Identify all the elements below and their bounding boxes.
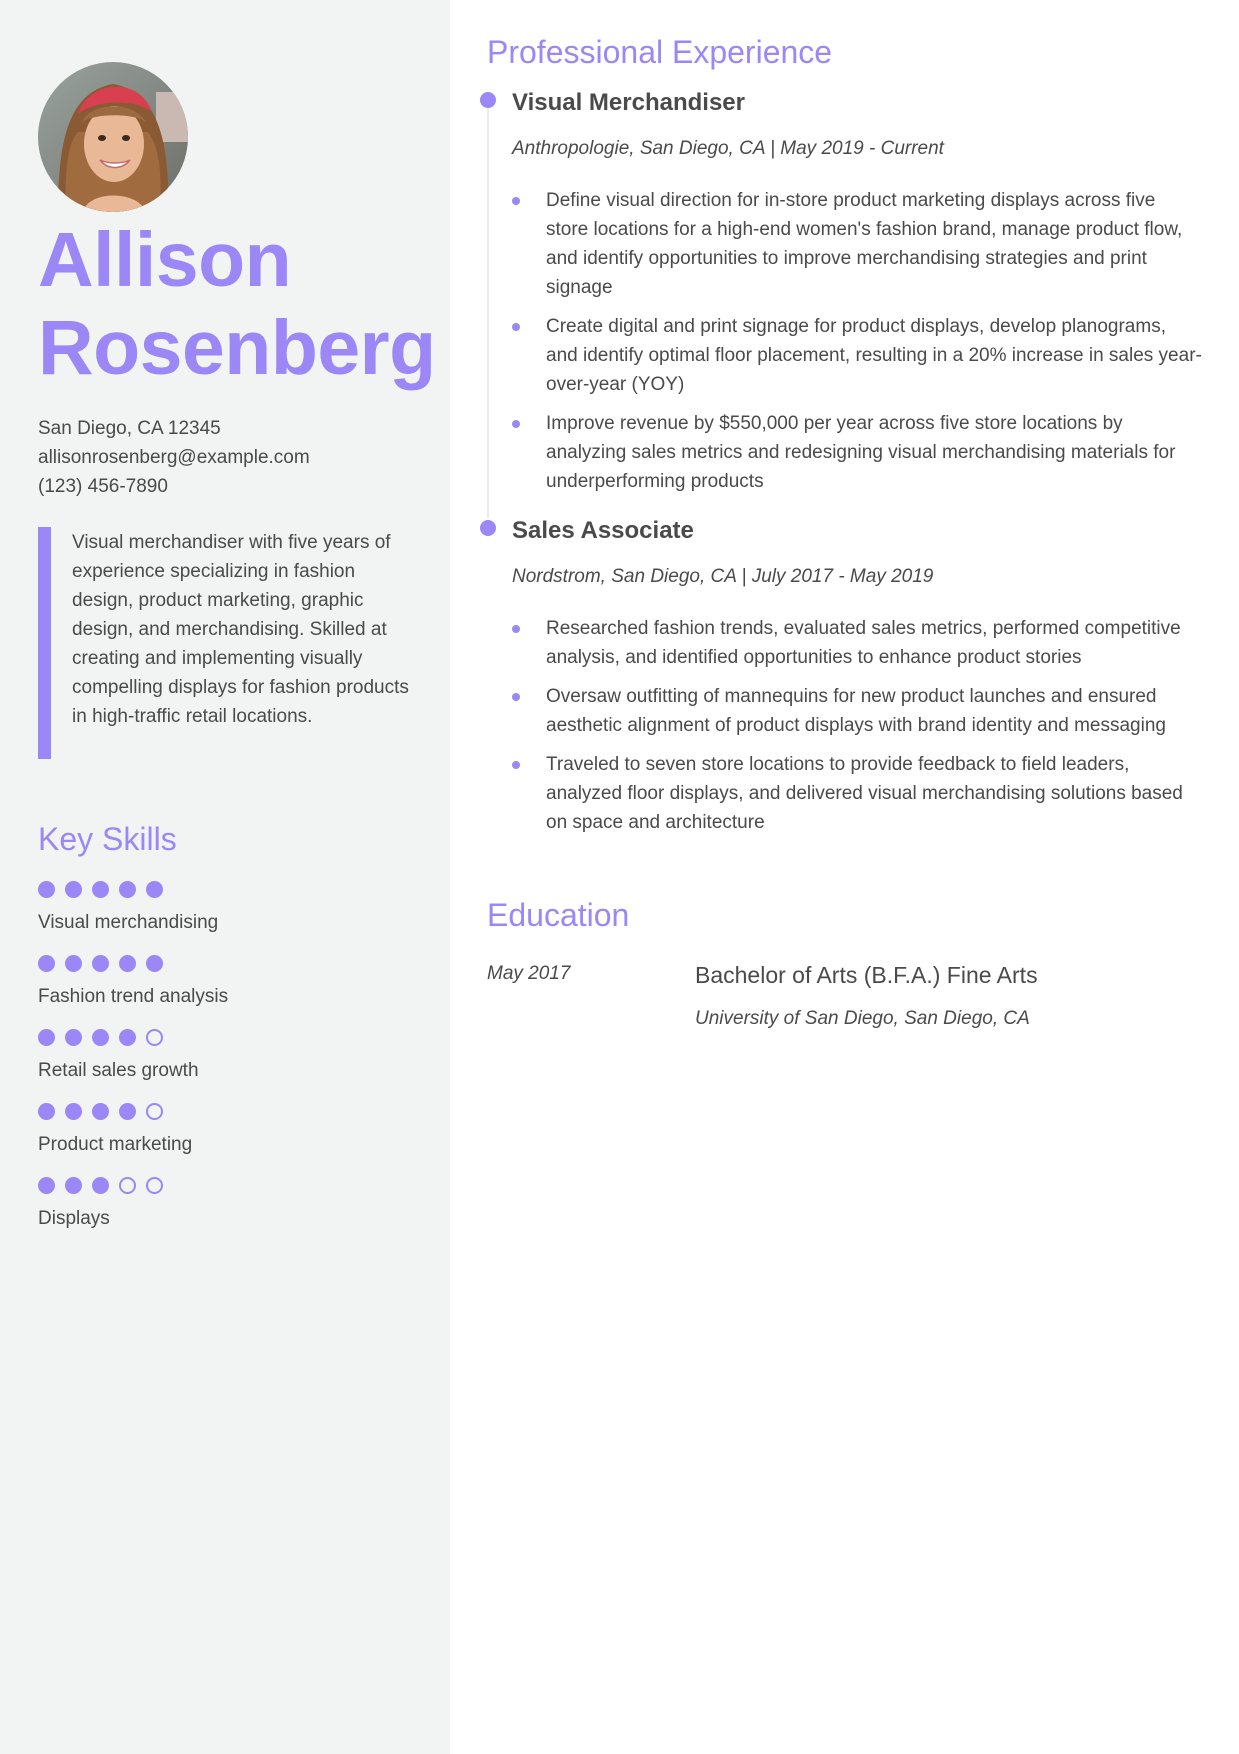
rating-dot-filled-icon — [119, 1103, 136, 1120]
skill-item — [38, 881, 412, 937]
sidebar — [0, 0, 450, 1754]
skill-label: Visual merchandising — [38, 912, 219, 933]
education-degree: Bachelor of Arts (B.F.A.) Fine Arts — [695, 962, 1038, 988]
skills-list — [38, 881, 412, 1233]
rating-dot-filled-icon — [65, 881, 82, 898]
rating-dot-filled-icon — [92, 1029, 109, 1046]
rating-dot-filled-icon — [38, 955, 55, 972]
rating-dot-filled-icon — [92, 1103, 109, 1120]
bullet-text: Traveled to seven store locations to provide feedback to field leaders, analyzed floor displays, and delivered visual merchandising solutions based on space and architecture — [546, 754, 1183, 833]
rating-dot-filled-icon — [38, 1103, 55, 1120]
job-entry — [487, 88, 1202, 496]
skill-item — [38, 1103, 412, 1159]
bullet-text: Create digital and print signage for product displays, develop planograms, and identify optimal floor placement, resulting in a 20% increase in sales year-over-year (YOY) — [546, 316, 1202, 395]
phone[interactable]: (123) 456-7890 — [38, 476, 168, 497]
portrait-image — [38, 62, 188, 212]
rating-dot-filled-icon — [146, 955, 163, 972]
first-name: Allison — [38, 217, 292, 303]
rating-dot-filled-icon — [119, 1029, 136, 1046]
bullet-text: Improve revenue by $550,000 per year across five store locations by analyzing sales metrics and redesigning visual merchandising materials for underperforming products — [546, 413, 1176, 492]
job-title: Visual Merchandiser — [512, 89, 745, 116]
bullet-dot-icon — [512, 323, 520, 331]
bullet-text: Define visual direction for in-store product marketing displays across five store locations for a high-end women's fashion brand, manage product flow, and identify opportunities to improve merchandising strategies and print signage — [546, 190, 1183, 298]
address: San Diego, CA 12345 — [38, 418, 221, 439]
rating-dot-filled-icon — [92, 881, 109, 898]
bullet-dot-icon — [512, 625, 520, 633]
job-bullets — [512, 614, 1202, 837]
rating-dot-filled-icon — [119, 881, 136, 898]
experience-timeline — [487, 88, 1202, 837]
skill-label: Displays — [38, 1208, 110, 1229]
rating-dot-filled-icon — [38, 1177, 55, 1194]
timeline-dot-icon — [480, 92, 496, 108]
bullet-dot-icon — [512, 693, 520, 701]
experience-heading: Professional Experience — [487, 34, 833, 70]
main-content — [487, 30, 1202, 1033]
job-title: Sales Associate — [512, 517, 694, 544]
bullet-text: Researched fashion trends, evaluated sales metrics, performed competitive analysis, and identified opportunities to enhance product stories — [546, 618, 1181, 668]
education-entry — [487, 959, 1202, 1033]
skill-item — [38, 1177, 412, 1233]
avatar — [38, 62, 188, 212]
bullet-dot-icon — [512, 197, 520, 205]
bullet-dot-icon — [512, 420, 520, 428]
rating-dot-filled-icon — [92, 955, 109, 972]
rating-dot-filled-icon — [38, 1029, 55, 1046]
skill-label: Retail sales growth — [38, 1060, 199, 1081]
rating-dot-filled-icon — [65, 1103, 82, 1120]
job-bullets — [512, 186, 1202, 496]
bullet-item — [512, 186, 1202, 302]
job-entry — [487, 516, 1202, 837]
bullet-item — [512, 750, 1202, 837]
bullet-item — [512, 409, 1202, 496]
rating-dot-empty-icon — [146, 1029, 163, 1046]
bullet-item — [512, 682, 1202, 740]
skill-item — [38, 1029, 412, 1085]
rating-dot-filled-icon — [65, 955, 82, 972]
education-date: May 2017 — [487, 963, 571, 984]
education-details — [695, 959, 1202, 1033]
skill-rating — [38, 1103, 412, 1120]
skill-rating — [38, 955, 412, 972]
full-name — [38, 216, 436, 392]
last-name: Rosenberg — [38, 305, 436, 391]
contact-info — [38, 414, 412, 501]
rating-dot-empty-icon — [146, 1103, 163, 1120]
skill-label: Fashion trend analysis — [38, 986, 229, 1007]
bullet-text: Oversaw outfitting of mannequins for new product launches and ensured aesthetic alignment of product displays with brand identity and messaging — [546, 686, 1166, 736]
bullet-item — [512, 614, 1202, 672]
education-heading: Education — [487, 897, 630, 933]
bullet-item — [512, 312, 1202, 399]
rating-dot-filled-icon — [146, 881, 163, 898]
rating-dot-filled-icon — [92, 1177, 109, 1194]
job-meta: Nordstrom, San Diego, CA | July 2017 - May 2019 — [512, 566, 934, 587]
rating-dot-filled-icon — [65, 1029, 82, 1046]
job-meta: Anthropologie, San Diego, CA | May 2019 - Current — [512, 138, 944, 159]
summary: Visual merchandiser with five years of experience specializing in fashion design, product marketing, graphic design, and merchandising. Skilled at creating and implementing visually compelling displays for fashion products in high-traffic retail locations. — [38, 527, 412, 759]
rating-dot-filled-icon — [65, 1177, 82, 1194]
skills-heading: Key Skills — [38, 821, 177, 857]
education-school: University of San Diego, San Diego, CA — [695, 1008, 1030, 1029]
skill-item — [38, 955, 412, 1011]
rating-dot-filled-icon — [38, 881, 55, 898]
bullet-dot-icon — [512, 761, 520, 769]
skill-rating — [38, 1029, 412, 1046]
rating-dot-empty-icon — [119, 1177, 136, 1194]
skill-rating — [38, 881, 412, 898]
skill-rating — [38, 1177, 412, 1194]
rating-dot-empty-icon — [146, 1177, 163, 1194]
skill-label: Product marketing — [38, 1134, 193, 1155]
rating-dot-filled-icon — [119, 955, 136, 972]
timeline-dot-icon — [480, 520, 496, 536]
email[interactable]: allisonrosenberg@example.com — [38, 447, 310, 468]
